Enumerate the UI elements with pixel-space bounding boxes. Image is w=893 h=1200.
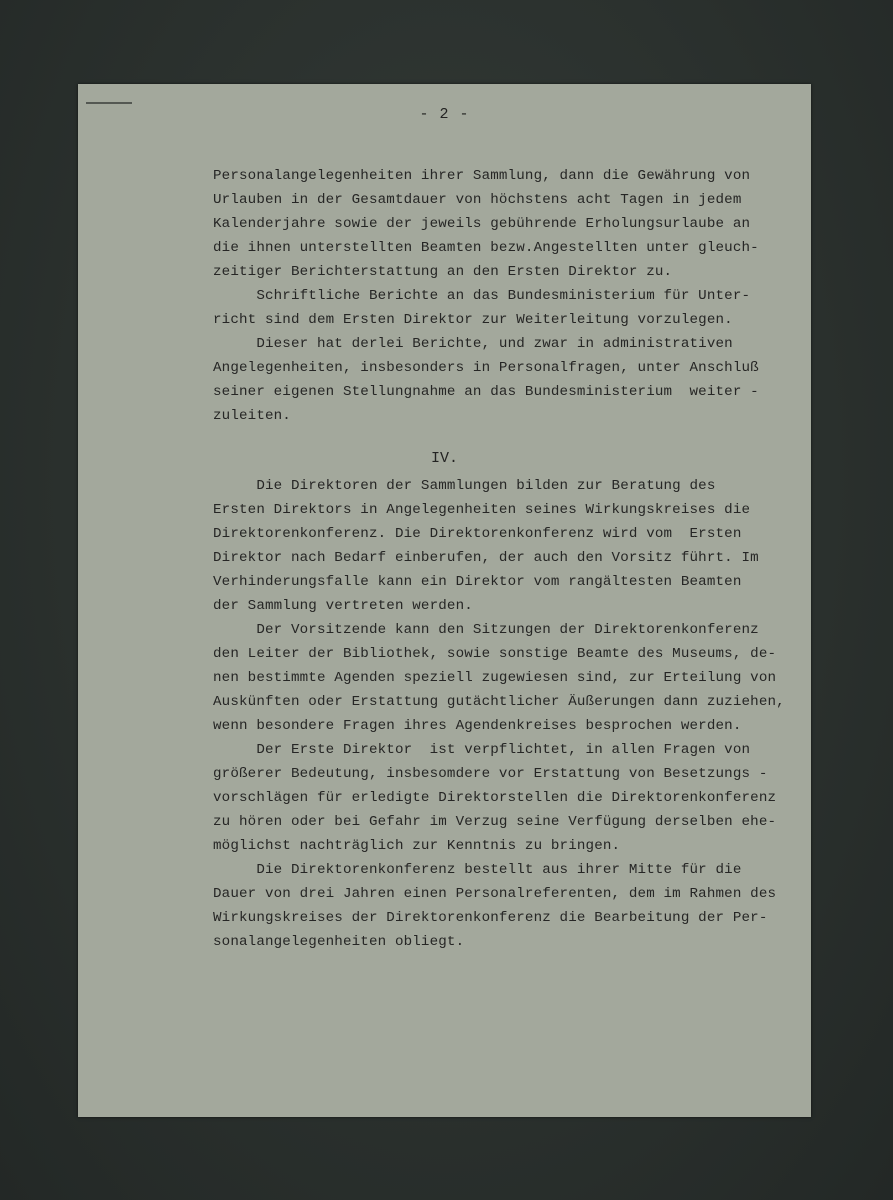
section-heading: IV. (430, 450, 458, 467)
text-line: sonalangelegenheiten obliegt. (213, 934, 465, 950)
text-line: Die Direktoren der Sammlungen bilden zur Beratung des (213, 478, 716, 494)
text-line: Personalangelegenheiten ihrer Sammlung, dann die Gewährung von (213, 168, 751, 184)
text-line: Schriftliche Berichte an das Bundesministerium für Unter- (213, 288, 751, 304)
text-line: richt sind dem Ersten Direktor zur Weiterleitung vorzulegen. (213, 312, 733, 328)
text-line: Urlauben in der Gesamtdauer von höchstens acht Tagen in jedem (213, 192, 742, 208)
text-line: möglichst nachträglich zur Kenntnis zu bringen. (213, 838, 621, 854)
text-line: seiner eigenen Stellungnahme an das Bundesministerium weiter - (213, 384, 759, 400)
text-line: zu hören oder bei Gefahr im Verzug seine Verfügung derselben ehe- (213, 814, 777, 830)
text-line: wenn besondere Fragen ihres Agendenkreises besprochen werden. (213, 718, 742, 734)
document-page (78, 84, 811, 1117)
text-line: zuleiten. (213, 408, 291, 424)
text-line: Direktor nach Bedarf einberufen, der auch den Vorsitz führt. Im (213, 550, 759, 566)
edge-mark (86, 102, 132, 104)
text-line: Auskünften oder Erstattung gutächtlicher Äußerungen dann zuziehen, (213, 694, 785, 710)
text-line: vorschlägen für erledigte Direktorstellen die Direktorenkonferenz (213, 790, 777, 806)
text-line: nen bestimmte Agenden speziell zugewiesen sind, zur Erteilung von (213, 670, 777, 686)
text-line: Dieser hat derlei Berichte, und zwar in administrativen (213, 336, 733, 352)
text-line: Wirkungskreises der Direktorenkonferenz die Bearbeitung der Per- (213, 910, 768, 926)
text-line: größerer Bedeutung, insbesomdere vor Erstattung von Besetzungs - (213, 766, 768, 782)
text-line: Die Direktorenkonferenz bestellt aus ihrer Mitte für die (213, 862, 742, 878)
text-line: Dauer von drei Jahren einen Personalreferenten, dem im Rahmen des (213, 886, 777, 902)
text-line: den Leiter der Bibliothek, sowie sonstige Beamte des Museums, de- (213, 646, 777, 662)
text-line: der Sammlung vertreten werden. (213, 598, 473, 614)
text-line: Kalenderjahre sowie der jeweils gebührende Erholungsurlaube an (213, 216, 751, 232)
text-line: Verhinderungsfalle kann ein Direktor vom rangältesten Beamten (213, 574, 742, 590)
text-line: Der Vorsitzende kann den Sitzungen der Direktorenkonferenz (213, 622, 759, 638)
text-line: die ihnen unterstellten Beamten bezw.Angestellten unter gleuch- (213, 240, 759, 256)
text-line: Ersten Direktors in Angelegenheiten seines Wirkungskreises die (213, 502, 751, 518)
text-line: Der Erste Direktor ist verpflichtet, in allen Fragen von (213, 742, 751, 758)
text-line: zeitiger Berichterstattung an den Ersten Direktor zu. (213, 264, 673, 280)
text-line: Direktorenkonferenz. Die Direktorenkonferenz wird vom Ersten (213, 526, 742, 542)
page-number: - 2 - (419, 106, 470, 123)
text-line: Angelegenheiten, insbesonders in Personalfragen, unter Anschluß (213, 360, 759, 376)
